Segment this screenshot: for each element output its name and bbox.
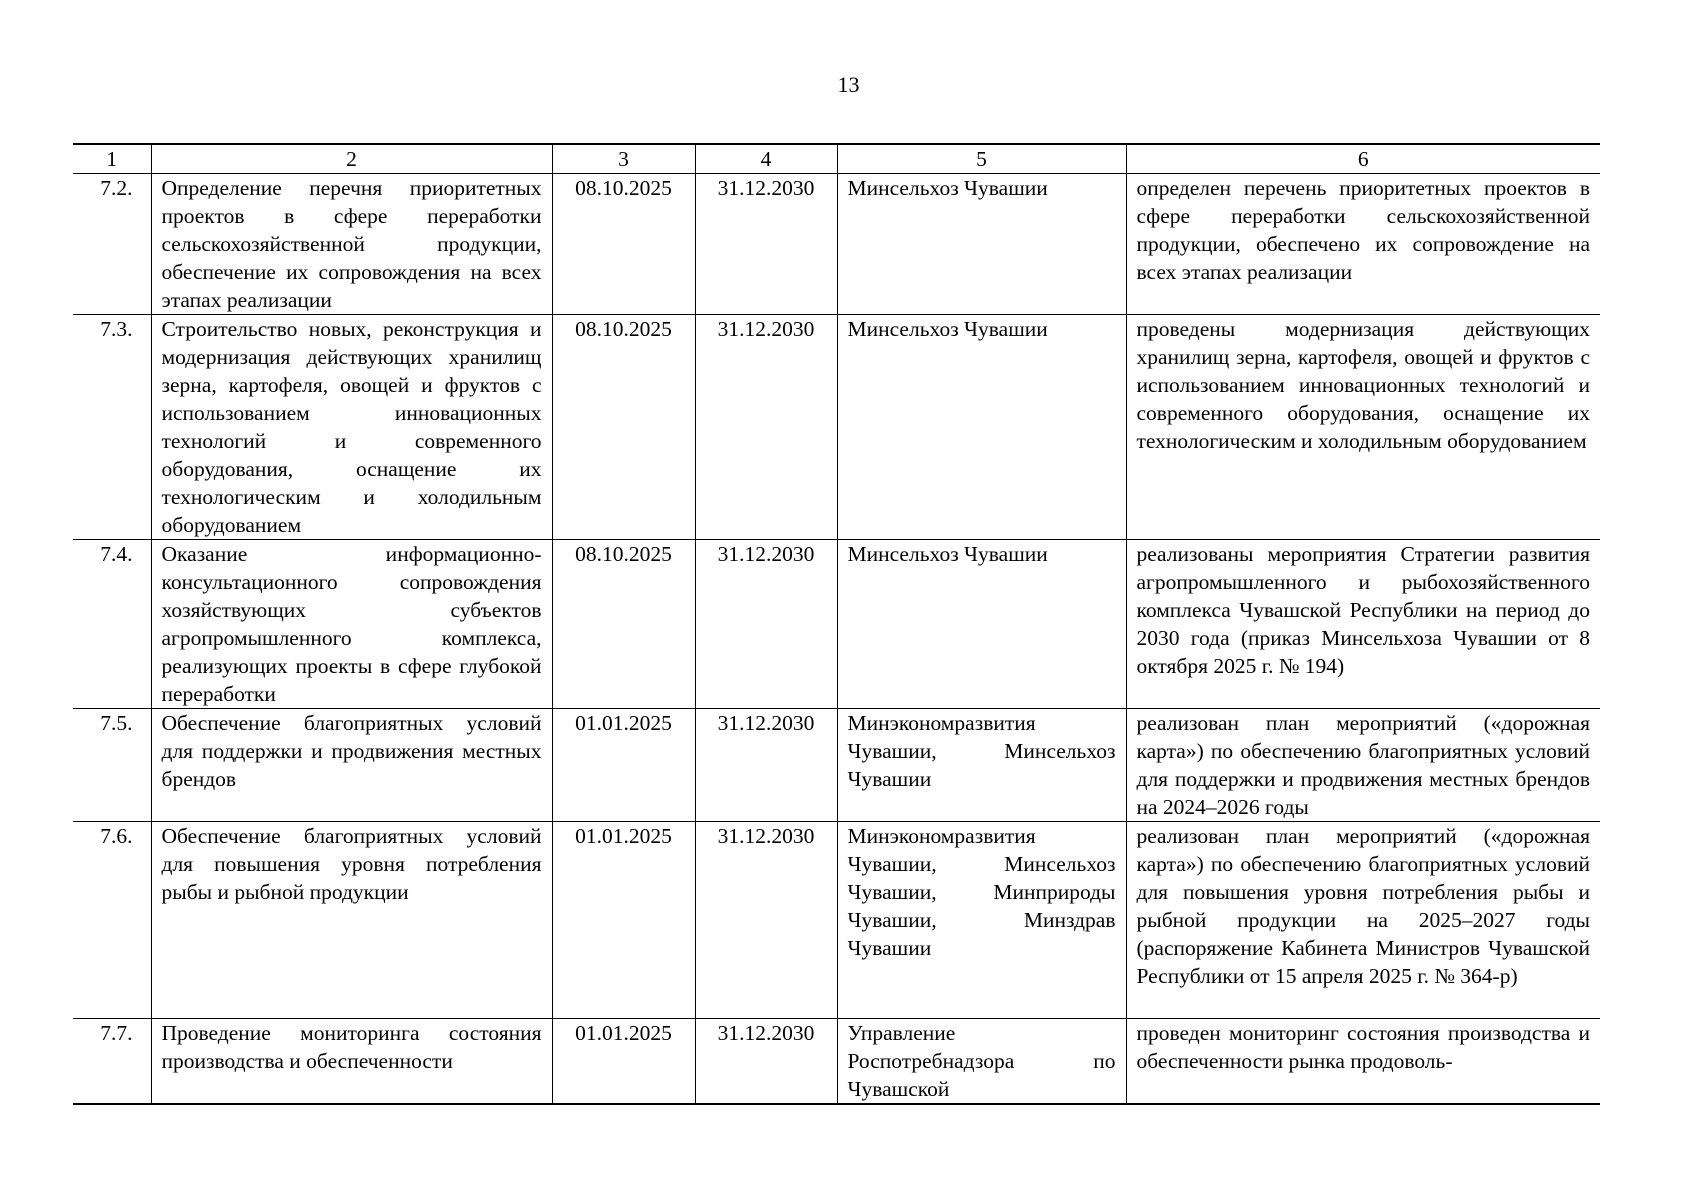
start-date: 01.01.2025 [552,822,695,1019]
expected-result: реализован план мероприятий («дорожная карта») по обеспечению благоприятных условий для поддержки и продвижения местных брендов на 2024–2026 годы [1126,709,1600,822]
column-header-3: 3 [552,144,695,174]
expected-result: проведены модернизация действующих хранилищ зерна, картофеля, овощей и фруктов с использованием инновационных технологий и современного оборудования, оснащение их технологическим и холодильным оборудованием [1126,315,1600,540]
row-number: 7.3. [73,315,151,540]
table-row [73,709,1600,822]
table-row [73,174,1600,315]
measure-name: Оказание информационно-консультационного сопровождения хозяйствующих субъектов агропромышленного комплекса, реализующих проекты в сфере глубокой переработки [151,540,552,709]
table-row [73,540,1600,709]
end-date: 31.12.2030 [695,315,837,540]
column-header-2: 2 [151,144,552,174]
end-date: 31.12.2030 [695,540,837,709]
start-date: 01.01.2025 [552,1019,695,1105]
measures-table [73,143,1600,1105]
measure-name: Обеспечение благоприятных условий для повышения уровня потребления рыбы и рыбной продукции [151,822,552,1019]
table-row [73,1019,1600,1105]
responsible: Минсельхоз Чувашии [837,540,1126,709]
responsible: Управление Роспотребнадзора по Чувашской [837,1019,1126,1105]
row-number: 7.5. [73,709,151,822]
expected-result: реализованы мероприятия Стратегии развития агропромышленного и рыбохозяйственного комплекса Чувашской Республики на период до 2030 года (приказ Минсельхоза Чувашии от 8 октября 2025 г. № 194) [1126,540,1600,709]
responsible: Минсельхоз Чувашии [837,174,1126,315]
measure-name: Определение перечня приоритетных проектов в сфере переработки сельскохозяйственной продукции, обеспечение их сопровождения на всех этапах реализации [151,174,552,315]
column-header-6: 6 [1126,144,1600,174]
table-row [73,315,1600,540]
measure-name: Обеспечение благоприятных условий для поддержки и продвижения местных брендов [151,709,552,822]
column-header-4: 4 [695,144,837,174]
end-date: 31.12.2030 [695,174,837,315]
column-header-1: 1 [73,144,151,174]
start-date: 01.01.2025 [552,709,695,822]
start-date: 08.10.2025 [552,174,695,315]
start-date: 08.10.2025 [552,540,695,709]
expected-result: реализован план мероприятий («дорожная карта») по обеспечению благоприятных условий для повышения уровня потребления рыбы и рыбной продукции на 2025–2027 годы (распоряжение Кабинета Министров Чувашской Республики от 15 апреля 2025 г. № 364-р) [1126,822,1600,1019]
row-number: 7.2. [73,174,151,315]
row-number: 7.7. [73,1019,151,1105]
responsible: Минэкономразвития Чувашии, Минсельхоз Чувашии [837,709,1126,822]
table-header-row [73,144,1600,174]
expected-result: проведен мониторинг состояния производства и обеспеченности рынка продоволь- [1126,1019,1600,1105]
start-date: 08.10.2025 [552,315,695,540]
measure-name: Проведение мониторинга состояния производства и обеспеченности [151,1019,552,1105]
responsible: Минсельхоз Чувашии [837,315,1126,540]
row-number: 7.6. [73,822,151,1019]
column-header-5: 5 [837,144,1126,174]
end-date: 31.12.2030 [695,709,837,822]
measure-name: Строительство новых, реконструкция и модернизация действующих хранилищ зерна, картофеля, овощей и фруктов с использованием инновационных технологий и современного оборудования, оснащение их технологическим и холодильным оборудованием [151,315,552,540]
end-date: 31.12.2030 [695,1019,837,1105]
table-row [73,822,1600,1019]
end-date: 31.12.2030 [695,822,837,1019]
responsible: Минэкономразвития Чувашии, Минсельхоз Чувашии, Минприроды Чувашии, Минздрав Чувашии [837,822,1126,1019]
row-number: 7.4. [73,540,151,709]
expected-result: определен перечень приоритетных проектов в сфере переработки сельскохозяйственной продукции, обеспечено их сопровождение на всех этапах реализации [1126,174,1600,315]
page-number: 13 [837,72,860,97]
